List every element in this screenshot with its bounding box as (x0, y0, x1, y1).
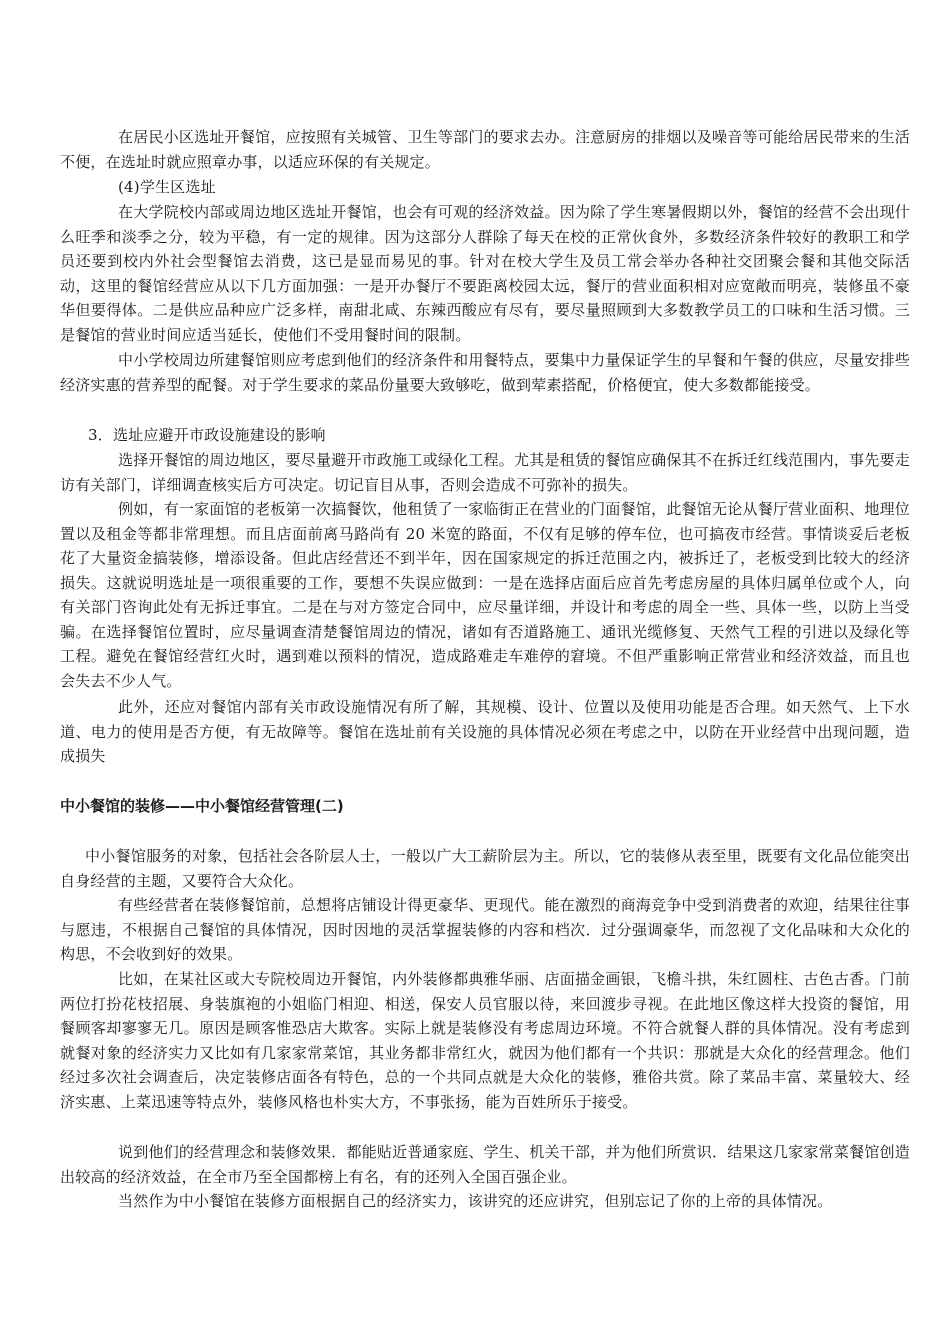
paragraph-customers: 中小餐馆服务的对象，包括社会各阶层人士，一般以广大工薪阶层为主。所以，它的装修从表至里，既要有文化品位能突出自身经营的主题，又要符合大众化。 (60, 847, 910, 890)
subheading-student-area: (4)学生区选址 (118, 178, 216, 196)
paragraph-internal-facilities: 此外，还应对餐馆内部有关市政设施情况有所了解，其规模、设计、位置以及使用功能是否合理。如天然气、上下水道、电力的使用是否方便，有无故障等。餐馆在选址前有关设施的具体情况必须在考虑之中，以防在开业经营中出现问题，造成损失 (60, 698, 910, 765)
subheading-avoid-municipal: 3．选址应避开市政设施建设的影响 (88, 426, 326, 444)
paragraph-residential-site: 在居民小区选址开餐馆，应按照有关城管、卫生等部门的要求去办。注意厨房的排烟以及噪音等可能给居民带来的生活不便，在选址时就应照章办事，以适应环保的有关规定。 (60, 128, 910, 171)
paragraph-conclusion: 当然作为中小餐馆在装修方面根据自己的经济实力，该讲究的还应讲究，但别忘记了你的上帝的具体情况。 (118, 1192, 833, 1210)
paragraph-avoid-construction: 选择开餐馆的周边地区，要尽量避开市政施工或绿化工程。尤其是租赁的餐馆应确保其不在拆迁红线范围内，事先要走访有关部门，详细调查核实后方可决定。切记盲目从事，否则会造成不可弥补的损失。 (60, 451, 910, 494)
paragraph-example-noodle-shop: 例如，有一家面馆的老板第一次搞餐饮，他租赁了一家临街正在营业的门面餐馆，此餐馆无论从餐厅营业面积、地理位置以及租金等都非常理想。而且店面前离马路尚有 20 米宽的路面，不仅有足够的停车位，也可搞夜市经营。事情谈妥后老板花了大量资金搞装修，增添设备。但此店经营还不到半年，因在国家规定的拆迁范围之内，被拆迁了，老板受到比较大的经济损失。这就说明选址是一项很重要的工作，要想不失误应做到：一是在选择店面后应首先考虑房屋的具体归属单位或个人，向有关部门咨询此处有无拆迁事宜。二是在与对方签定合同中，应尽量详细，并设计和考虑的周全一些、具体一些，以防上当受骗。在选择餐馆位置时，应尽量调查清楚餐馆周边的情况，诸如有否道路施工、通讯光缆修复、天然气工程的引进以及绿化等工程。避免在餐馆经营红火时，遇到难以预料的情况，造成路难走车难停的窘境。不但严重影响正常营业和经济效益，而且也会失去不少人气。 (60, 500, 910, 690)
paragraph-school-site: 中小学校周边所建餐馆则应考虑到他们的经济条件和用餐特点，要集中力量保证学生的早餐和午餐的供应，尽量安排些经济实惠的营养型的配餐。对于学生要求的菜品份量要大致够吃，做到荤素搭配，价格便宜，使大多数都能接受。 (60, 351, 910, 394)
paragraph-business-philosophy: 说到他们的经营理念和装修效果．都能贴近普通家庭、学生、机关干部，并为他们所赏识．结果这几家家常菜餐馆创造出较高的经济效益，在全市乃至全国都榜上有名，有的还列入全国百强企业。 (60, 1143, 910, 1186)
paragraph-luxury-design: 有些经营者在装修餐馆前，总想将店铺设计得更豪华、更现代。能在激烈的商海竞争中受到消费者的欢迎，结果往往事与愿违，不根据自己餐馆的具体情况，因时因地的灵活掌握装修的内容和档次．过分强调豪华，而忽视了文化品味和大众化的构思，不会收到好的效果。 (60, 896, 910, 963)
section-title: 中小餐馆的装修——中小餐馆经营管理(二) (60, 797, 344, 815)
paragraph-example-campus: 比如，在某社区或大专院校周边开餐馆，内外装修都典雅华丽、店面描金画银，飞檐斗拱，朱红圆柱、古色古香。门前两位打扮花枝招展、身装旗袍的小姐临门相迎、相送，保安人员官服以待，来回渡步寻视。在此地区像这样大投资的餐馆，用餐顾客却寥寥无几。原因是顾客惟恐店大欺客。实际上就是装修没有考虑周边环境。不符合就餐人群的具体情况。没有考虑到就餐对象的经济实力又比如有几家家常菜馆，其业务都非常红火，就因为他们都有一个共识：那就是大众化的经营理念。他们经过多次社会调查后，决定装修店面各有特色，总的一个共同点就是大众化的装修，雅俗共赏。除了菜品丰富、菜量较大、经济实惠、上菜迅速等特点外，装修风格也朴实大方，不事张扬，能为百姓所乐于接受。 (60, 970, 910, 1111)
paragraph-university-site: 在大学院校内部或周边地区选址开餐馆，也会有可观的经济效益。因为除了学生寒暑假期以外，餐馆的经营不会出现什么旺季和淡季之分，较为平稳，有一定的规律。因为这部分人群除了每天在校的正常伙食外，多数经济条件较好的教职工和学员还要到校内外社会型餐馆去消费，这已是显而易见的事。针对在校大学生及员工常会举办各种社交团聚会餐和其他交际活动，这里的餐馆经营应从以下几方面加强：一是开办餐厅不要距离校园太远，餐厅的营业面积相对应宽敞而明亮，装修虽不豪华但要得体。二是供应品种应广泛多样，南甜北咸、东辣西酸应有尽有，要尽量照顾到大多数教学员工的口味和生活习惯。三是餐馆的营业时间应适当延长，使他们不受用餐时间的限制。 (60, 203, 910, 344)
